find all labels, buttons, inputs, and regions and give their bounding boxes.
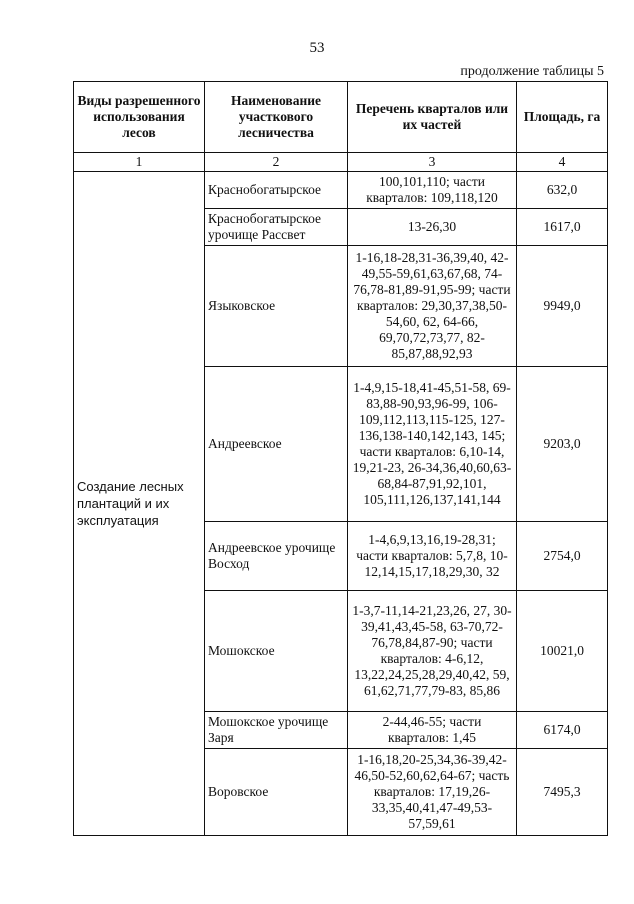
forestry-name-cell: Мошокское — [205, 591, 348, 712]
forestry-name-cell: Мошокское урочище Заря — [205, 712, 348, 749]
column-number: 2 — [205, 153, 348, 172]
header-forestry-name: Наименование участкового лесничества — [205, 82, 348, 153]
quarters-cell: 1-16,18-28,31-36,39,40, 42-49,55-59,61,63,67,68, 74-76,78-81,89-91,95-99; части кварталов: 29,30,37,38,50-54,60, 62, 64-66, 69,70,72,73,77, 82-85,87,88,92,93 — [348, 246, 517, 367]
forestry-name-cell: Воровское — [205, 749, 348, 836]
forestry-name-cell: Краснобогатырское — [205, 172, 348, 209]
column-number-row — [74, 153, 608, 172]
table-row — [74, 172, 608, 209]
forestry-name-cell: Андреевское урочище Восход — [205, 522, 348, 591]
forestry-name-cell: Краснобогатырское урочище Рассвет — [205, 209, 348, 246]
header-quarters-list: Перечень кварталов или их частей — [348, 82, 517, 153]
area-cell: 632,0 — [517, 172, 608, 209]
header-area: Площадь, га — [517, 82, 608, 153]
usage-type-cell: Создание лесных плантаций и их эксплуатация — [74, 172, 205, 836]
quarters-cell: 1-4,9,15-18,41-45,51-58, 69-83,88-90,93,96-99, 106-109,112,113,115-125, 127-136,138-140,142,143, 145; части кварталов: 6,10-14, 19,21-23, 26-34,36,40,60,63-68,84-87,91,92,101, 105,111,126,137,141,144 — [348, 367, 517, 522]
page-number: 53 — [309, 40, 325, 56]
quarters-cell: 1-4,6,9,13,16,19-28,31; части кварталов: 5,7,8, 10-12,14,15,17,18,29,30, 32 — [348, 522, 517, 591]
forestry-name-cell: Андреевское — [205, 367, 348, 522]
area-cell: 9203,0 — [517, 367, 608, 522]
header-usage-type: Виды разрешенного использования лесов — [74, 82, 205, 153]
quarters-cell: 2-44,46-55; части кварталов: 1,45 — [348, 712, 517, 749]
quarters-cell: 1-16,18,20-25,34,36-39,42-46,50-52,60,62,64-67; часть кварталов: 17,19,26-33,35,40,41,47-49,53-57,59,61 — [348, 749, 517, 836]
area-cell: 6174,0 — [517, 712, 608, 749]
table-continuation-caption: продолжение таблицы 5 — [460, 64, 604, 79]
quarters-cell: 1-3,7-11,14-21,23,26, 27, 30-39,41,43,45-58, 63-70,72-76,78,84,87-90; части кварталов: 4-6,12, 13,22,24,25,28,29,40,42, 59, 61,62,71,77,79-83, 85,86 — [348, 591, 517, 712]
area-cell: 1617,0 — [517, 209, 608, 246]
area-cell: 7495,3 — [517, 749, 608, 836]
column-number: 3 — [348, 153, 517, 172]
quarters-cell: 13-26,30 — [348, 209, 517, 246]
header-row — [74, 82, 608, 153]
forestry-name-cell: Языковское — [205, 246, 348, 367]
column-number: 1 — [74, 153, 205, 172]
quarters-cell: 100,101,110; части кварталов: 109,118,120 — [348, 172, 517, 209]
area-cell: 10021,0 — [517, 591, 608, 712]
forest-usage-table — [73, 81, 608, 836]
column-number: 4 — [517, 153, 608, 172]
area-cell: 2754,0 — [517, 522, 608, 591]
area-cell: 9949,0 — [517, 246, 608, 367]
